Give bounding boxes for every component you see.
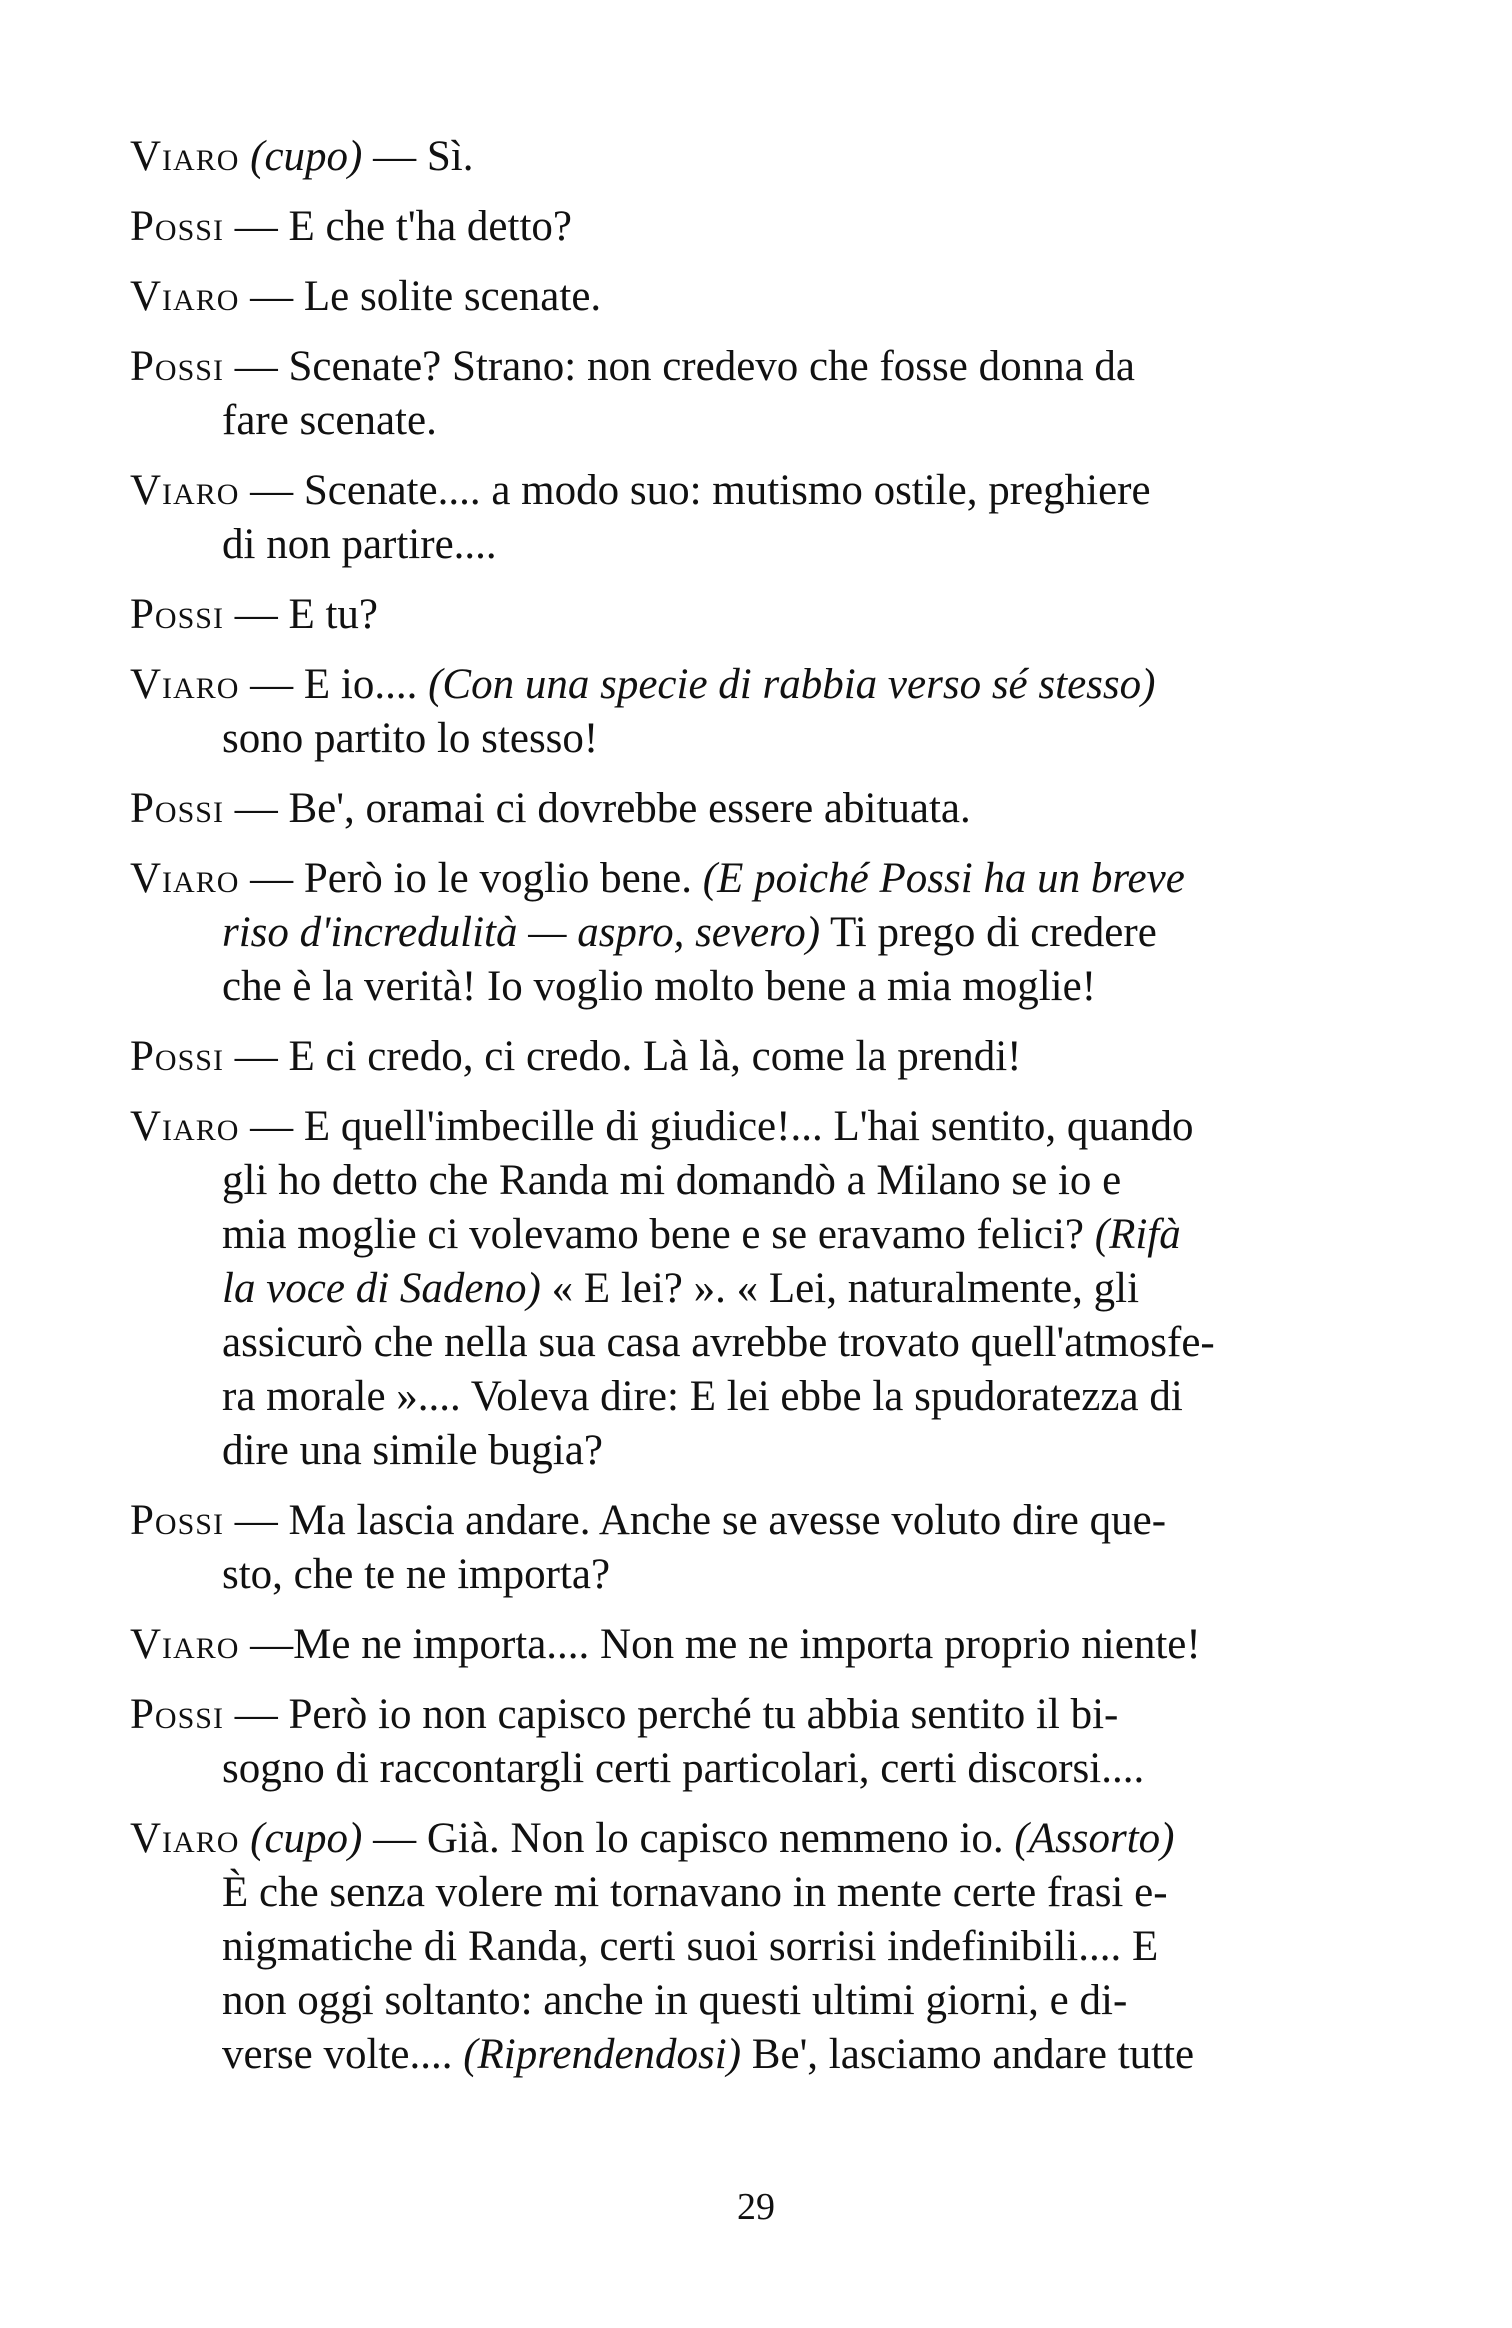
speaker-name: Possi xyxy=(130,591,224,638)
dialogue-line xyxy=(130,658,1430,712)
line-text: Be', lasciamo andare tutte xyxy=(751,2031,1195,2078)
line-text: ra morale ».... Voleva dire: E lei ebbe la spudoratezza di xyxy=(222,1373,1183,1420)
stage-direction: (cupo) xyxy=(250,1815,363,1862)
speaker-name: Possi xyxy=(130,1497,224,1544)
speaker-name: Possi xyxy=(130,1033,224,1080)
stage-direction: (Con una specie di rabbia verso sé stesso) xyxy=(428,661,1156,708)
dialogue-line xyxy=(130,1494,1430,1548)
line-text: dire una simile bugia? xyxy=(222,1427,603,1474)
dialogue-continuation xyxy=(130,712,1430,766)
dialogue-continuation xyxy=(130,1974,1430,2028)
line-text: fare scenate. xyxy=(222,397,437,444)
line-text: sogno di raccontargli certi particolari, certi discorsi.... xyxy=(222,1745,1145,1792)
stage-direction: (E poiché Possi ha un breve xyxy=(702,855,1185,902)
line-text: È che senza volere mi tornavano in mente certe frasi e- xyxy=(222,1869,1168,1916)
dialogue-line xyxy=(130,1030,1430,1084)
line-text: — E io.... xyxy=(250,661,418,708)
line-text: sto, che te ne importa? xyxy=(222,1551,611,1598)
dialogue-line xyxy=(130,340,1430,394)
line-text: — Be', oramai ci dovrebbe essere abituata. xyxy=(234,785,971,832)
dialogue-line xyxy=(130,1688,1430,1742)
line-text: — E che t'ha detto? xyxy=(234,203,572,250)
line-text: sono partito lo stesso! xyxy=(222,715,599,762)
dialogue-line xyxy=(130,464,1430,518)
line-text: — Scenate.... a modo suo: mutismo ostile, preghiere xyxy=(250,467,1151,514)
line-text: — Però io le voglio bene. xyxy=(250,855,693,902)
line-text: gli ho detto che Randa mi domandò a Milano se io e xyxy=(222,1157,1122,1204)
line-text: di non partire.... xyxy=(222,521,497,568)
dialogue-continuation xyxy=(130,2028,1430,2082)
line-text: —Me ne importa.... Non me ne importa proprio niente! xyxy=(250,1621,1201,1668)
stage-direction: la voce di Sadeno) xyxy=(222,1265,541,1312)
dialogue-line xyxy=(130,1618,1430,1672)
speaker-name: Viaro xyxy=(130,661,240,708)
dialogue-continuation xyxy=(130,518,1430,572)
dialogue-line xyxy=(130,130,1430,184)
line-text: verse volte.... xyxy=(222,2031,453,2078)
dialogue-continuation xyxy=(130,1316,1430,1370)
dialogue-continuation xyxy=(130,1370,1430,1424)
line-text: — E tu? xyxy=(234,591,379,638)
line-text: — Scenate? Strano: non credevo che fosse donna da xyxy=(234,343,1135,390)
dialogue-continuation xyxy=(130,1208,1430,1262)
stage-direction: (Riprendendosi) xyxy=(463,2031,742,2078)
dialogue-line xyxy=(130,588,1430,642)
stage-direction: (Rifà xyxy=(1094,1211,1181,1258)
line-text: — E quell'imbecille di giudice!... L'hai sentito, quando xyxy=(250,1103,1194,1150)
line-text: — Sì. xyxy=(373,133,474,180)
speaker-name: Viaro xyxy=(130,467,240,514)
speaker-name: Possi xyxy=(130,203,224,250)
line-text: — Le solite scenate. xyxy=(250,273,602,320)
line-text: Ti prego di credere xyxy=(830,909,1157,956)
line-text: — Però io non capisco perché tu abbia sentito il bi- xyxy=(234,1691,1119,1738)
dialogue-continuation xyxy=(130,1920,1430,1974)
stage-direction: riso d'incredulità — aspro, severo) xyxy=(222,909,821,956)
speaker-name: Viaro xyxy=(130,855,240,902)
dialogue-continuation xyxy=(130,1262,1430,1316)
speaker-name: Possi xyxy=(130,343,224,390)
dialogue-line xyxy=(130,782,1430,836)
dialogue-continuation xyxy=(130,1866,1430,1920)
stage-direction: (cupo) xyxy=(250,133,363,180)
dialogue-line xyxy=(130,270,1430,324)
line-text: assicurò che nella sua casa avrebbe trovato quell'atmosfe- xyxy=(222,1319,1215,1366)
line-text: « E lei? ». « Lei, naturalmente, gli xyxy=(551,1265,1140,1312)
line-text: che è la verità! Io voglio molto bene a mia moglie! xyxy=(222,963,1097,1010)
dialogue-continuation xyxy=(130,1154,1430,1208)
line-text: — Ma lascia andare. Anche se avesse voluto dire que- xyxy=(234,1497,1167,1544)
dialogue-line xyxy=(130,1812,1430,1866)
dialogue-continuation xyxy=(130,960,1430,1014)
dialogue-continuation xyxy=(130,906,1430,960)
dialogue-continuation xyxy=(130,394,1430,448)
line-text: non oggi soltanto: anche in questi ultimi giorni, e di- xyxy=(222,1977,1128,2024)
dialogue-line xyxy=(130,852,1430,906)
dialogue-continuation xyxy=(130,1424,1430,1478)
dialogue-text xyxy=(130,130,1430,2082)
speaker-name: Viaro xyxy=(130,273,240,320)
line-text: nigmatiche di Randa, certi suoi sorrisi indefinibili.... E xyxy=(222,1923,1159,1970)
line-text: — E ci credo, ci credo. Là là, come la prendi! xyxy=(234,1033,1022,1080)
speaker-name: Possi xyxy=(130,785,224,832)
speaker-name: Viaro xyxy=(130,1621,240,1668)
dialogue-line xyxy=(130,200,1430,254)
dialogue-continuation xyxy=(130,1548,1430,1602)
speaker-name: Possi xyxy=(130,1691,224,1738)
speaker-name: Viaro xyxy=(130,1815,240,1862)
speaker-name: Viaro xyxy=(130,1103,240,1150)
line-text: mia moglie ci volevamo bene e se eravamo felici? xyxy=(222,1211,1085,1258)
dialogue-continuation xyxy=(130,1742,1430,1796)
page-number: 29 xyxy=(737,2186,775,2228)
stage-direction: (Assorto) xyxy=(1014,1815,1175,1862)
speaker-name: Viaro xyxy=(130,133,240,180)
dialogue-line xyxy=(130,1100,1430,1154)
line-text: — Già. Non lo capisco nemmeno io. xyxy=(373,1815,1004,1862)
